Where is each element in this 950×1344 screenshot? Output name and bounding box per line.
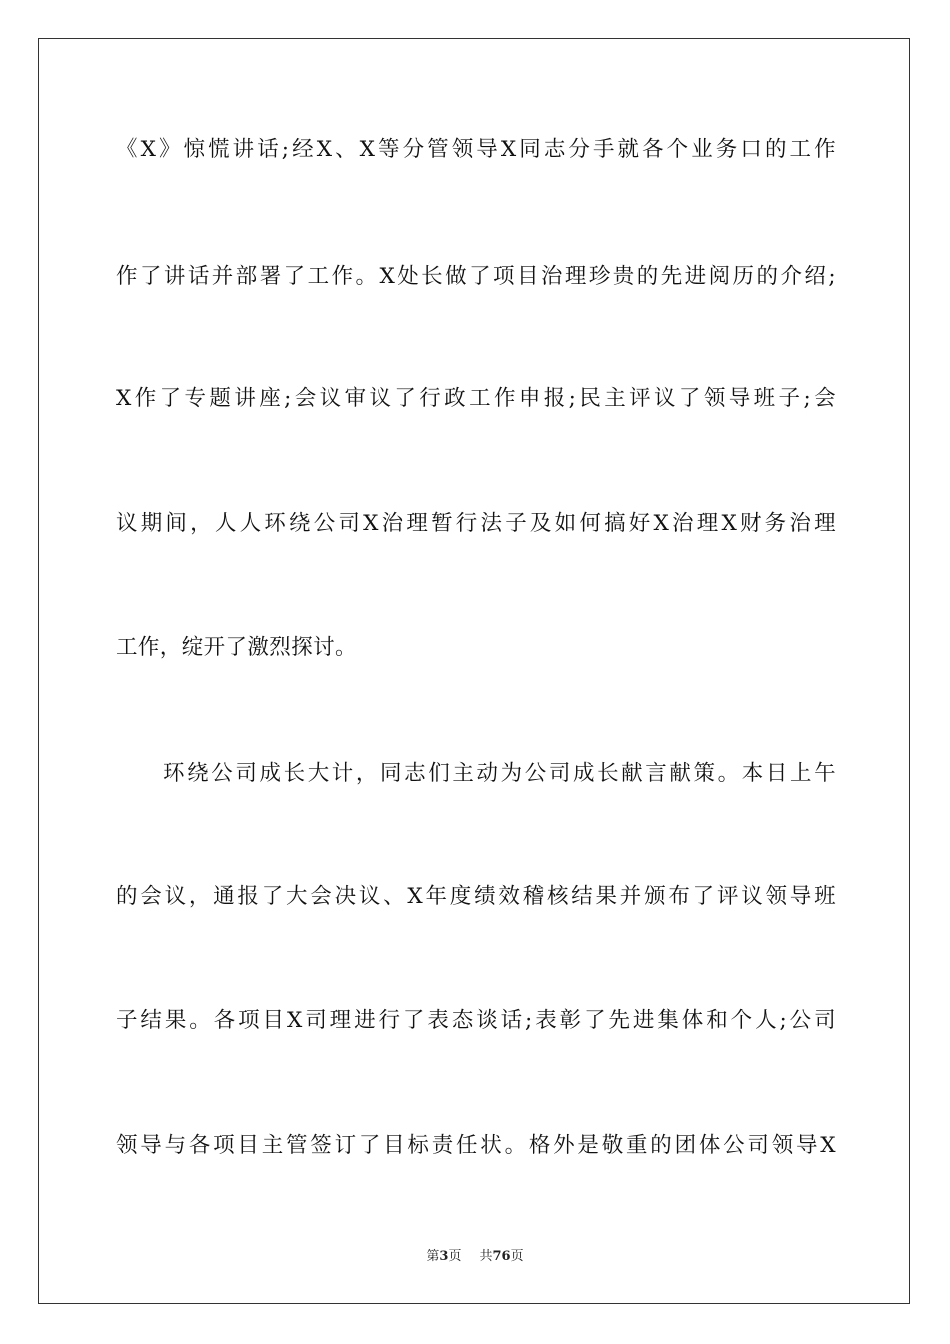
text-line-4: 议期间，人人环绕公司X治理暂行法子及如何搞好X治理X财务治理 [116, 511, 836, 536]
text-line-3: X作了专题讲座;会议审议了行政工作申报;民主评议了领导班子;会 [116, 386, 836, 411]
page-number: 3 [439, 1249, 449, 1264]
text-line-6: 环绕公司成长大计，同志们主动为公司成长献言献策。本日上午 [163, 761, 836, 786]
text-line-9: 领导与各项目主管签订了目标责任状。格外是敬重的团体公司领导X [116, 1133, 836, 1158]
text-line-8: 子结果。各项目X司理进行了表态谈话;表彰了先进集体和个人;公司 [116, 1008, 836, 1033]
total-suffix: 页 [510, 1249, 524, 1264]
total-prefix: 共 [479, 1249, 493, 1264]
text-line-5: 工作，绽开了激烈探讨。 [116, 635, 357, 660]
page-border [38, 38, 910, 1304]
page-prefix: 第 [426, 1249, 440, 1264]
text-line-1: 《X》惊慌讲话;经X、X等分管领导X同志分手就各个业务口的工作 [116, 137, 836, 162]
page-suffix: 页 [448, 1249, 462, 1264]
text-line-7: 的会议，通报了大会决议、X年度绩效稽核结果并颁布了评议领导班 [116, 884, 836, 909]
total-pages: 76 [492, 1249, 511, 1264]
text-line-2: 作了讲话并部署了工作。X处长做了项目治理珍贵的先进阅历的介绍; [116, 264, 836, 289]
page-footer [0, 1248, 950, 1266]
